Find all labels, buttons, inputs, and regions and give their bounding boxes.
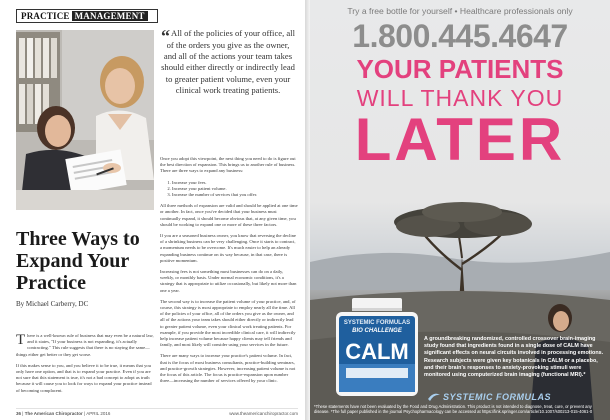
open-quote-icon: “ bbox=[161, 26, 171, 46]
paragraph: The second way is to increase the patient volume of your practice, and, of course, this strategy is most appropriate to employ nearly all the time. All of the policies of your office, all of the orders you give as the owner, and all of the actions your team takes should either directly or indirectly lead to greater patient volume, even your clinical work treating patients. For example, if you provide the most incredible clinical care, it will indirectly help increase patient volume because happy clients may tell friends and family, and most likely will consider using your services in the future. bbox=[160, 298, 296, 348]
byline: By Michael Carberry, DC bbox=[16, 300, 89, 308]
list-item: 1. Increase your fees. bbox=[172, 180, 298, 186]
section-header bbox=[16, 9, 158, 23]
paragraph: If this makes sense to you, and you believe it to be true, it means that you only have one option, and that is to expand your practice. Even if you are not sure that this statement is true, it's not a bad concept to adopt as truth because it will cause you to look for ways to expand your practice instead of becoming complacent. bbox=[16, 362, 152, 393]
drop-cap: T bbox=[16, 332, 26, 348]
ad-phone-number[interactable]: 1.800.445.4647 bbox=[352, 18, 568, 54]
footer-left bbox=[16, 411, 110, 416]
article-column-right bbox=[160, 156, 298, 390]
issue-date: APRIL 2016 bbox=[86, 411, 111, 416]
article-column-left bbox=[16, 333, 154, 399]
paragraph: There are many ways to increase your practice's patient volume. In fact, that is the focus of most business consultants, practice-building seminars, and practice-growth strategies. However, increasing patient volume is not the focus of this article. The focus is practice-expansion upon number three—increasing the number of services offered by your clinic. bbox=[160, 353, 296, 384]
pull-quote-text: All of the policies of your office, all of the orders you give as the owner, and all of the actions your team takes should either directly or indirectly lead to greater patient volume, even your clinical work treating patients. bbox=[161, 28, 295, 95]
calm-product-bottle bbox=[336, 298, 418, 396]
systemic-formulas-logo bbox=[428, 392, 551, 402]
section-label-management: MANAGEMENT bbox=[72, 11, 148, 21]
paragraph: All three methods of expansion are valid and should be applied at one time or another. In fact, once you've decided that your business must continually expand, it should become obvious that, at any given time, you should be working to expand one or more of these three factors. bbox=[160, 203, 298, 227]
list-item: 3. Increase the number of services that you offer. bbox=[172, 192, 298, 198]
article-title: Three Ways to Expand Your Practice bbox=[16, 228, 140, 294]
article-photo bbox=[16, 30, 154, 210]
advertisement-page bbox=[310, 0, 610, 420]
list-item: 2. Increase your patient volume. bbox=[172, 186, 298, 192]
bottle-product-line: BIO CHALLENGE bbox=[352, 328, 402, 334]
page-footer bbox=[16, 408, 298, 416]
website-link[interactable]: www.theamericanchiropractor.com bbox=[229, 411, 298, 416]
ad-headline-your-patients: YOUR PATIENTS bbox=[356, 54, 564, 84]
bottle-brand: SYSTEMIC FORMULAS bbox=[343, 320, 411, 326]
photo-women-with-documents bbox=[16, 30, 154, 210]
paragraph: Once you adopt this viewpoint, the next thing you need to do is figure out the best direction of expansion. This brings us to another rule of business. There are three ways to expand any business: bbox=[160, 156, 296, 174]
ad-disclaimer: *These statements have not been evaluated by the Food and Drug Administration. This product is not intended to diagnose, treat, cure, or prevent any disease. *The full paper published in the journal Psychopharmacology can be accessed at https://link.springer.com/article/10.1007/s00213-015-4061-0 bbox=[314, 404, 593, 415]
expansion-methods-list bbox=[172, 180, 298, 199]
paragraph: If you are a seasoned business owner, you know that reversing the decline of a shrinking business can be very challenging. Once it starts to contract, a momentum needs to be overcome. It's much easier to help an already expanding business continue on its way because, in that case, there is positive momentum. bbox=[160, 233, 296, 263]
ad-tagline: Try a free bottle for yourself • Healthcare professionals only bbox=[347, 6, 573, 16]
ad-study-description: A groundbreaking randomized, controlled crossover brain-imaging study found that ingredients found in a single dose of CALM have significant effects on neural circuits involved in processing emotions. Research subjects were given key botanicals in CALM or a placebo, and their brain's responses to anxiety-provoking stimuli were monitored using computerized brain imaging (functional MRI).* bbox=[424, 336, 604, 379]
pull-quote bbox=[160, 28, 296, 96]
bottle-product-name: CALM bbox=[345, 339, 409, 364]
section-label-practice: PRACTICE bbox=[21, 11, 70, 21]
ad-headline-will-thank-you: WILL THANK YOU bbox=[356, 85, 564, 111]
footer-separator: | bbox=[84, 411, 87, 416]
logo-text: SYSTEMIC FORMULAS bbox=[443, 392, 552, 402]
swoosh-icon bbox=[428, 393, 440, 401]
page-number: 36 bbox=[16, 411, 22, 416]
magazine-name: The American Chiropractor bbox=[24, 411, 83, 416]
paragraph: There is a well-known rule of business that may even be a natural law, and it states, "If your business is not expanding, it's actually contracting." This rule suggests that there is no staying the same—things either get better or they get worse. bbox=[16, 332, 154, 357]
footer-separator: | bbox=[22, 411, 25, 416]
ad-headline-later: LATER bbox=[354, 106, 566, 173]
paragraph: Increasing fees is not something most businesses can do on a daily, weekly, or monthly basis. Under normal economic conditions, it's a strategy that is appropriate to utilize occasionally, but likely not more than one a year. bbox=[160, 269, 297, 293]
